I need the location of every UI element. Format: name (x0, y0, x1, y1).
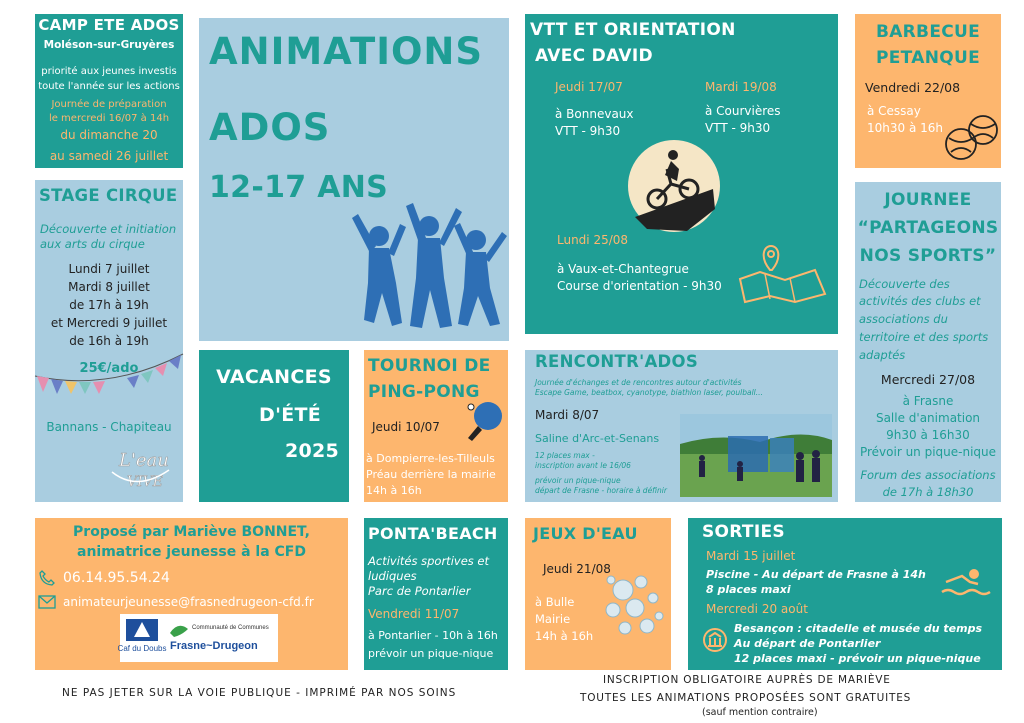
cirque-intro1: Découverte et initiation (40, 222, 177, 236)
ping-pong-paddle-icon (464, 398, 508, 442)
svg-text:Communauté de Communes: Communauté de Communes (192, 625, 269, 631)
rencontr-title: RENCONTR'ADOS (535, 352, 699, 371)
camp-line5: du dimanche 20 (60, 128, 158, 142)
cirque-l4: et Mercredi 9 juillet (50, 316, 168, 330)
vacances-l3: 2025 (285, 440, 340, 462)
sorties-d2b: Au départ de Pontarlier (734, 637, 881, 650)
sports-date: Mercredi 27/08 (880, 372, 976, 387)
rencontr-intro1: Journée d'échanges et de rencontres autour d'activités (535, 378, 742, 387)
sports-time: 9h30 à 16h30 (886, 428, 970, 442)
vtt-d3-date: Lundi 25/08 (557, 233, 629, 247)
sports-desc5: adaptés (859, 348, 906, 362)
ping-place2: Préau derrière la mairie (366, 468, 496, 481)
camp-place: Moléson-sur-Gruyères (43, 39, 175, 51)
sports-note: Prévoir un pique-nique (859, 445, 997, 459)
svg-text:Frasne~Drugeon: Frasne~Drugeon (170, 640, 258, 652)
camp-line2: toute l'année sur les actions (38, 81, 180, 92)
email-icon (38, 595, 56, 609)
beach-d2: ludiques (368, 569, 417, 583)
sports-title3: NOS SPORTS” (859, 246, 997, 266)
bbq-place: à Cessay (867, 104, 921, 118)
beach-title: PONTA'BEACH (368, 524, 498, 543)
vtt-d1-place: à Bonnevaux (555, 107, 634, 121)
rencontr-n4: départ de Frasne - horaire à définir (535, 486, 667, 495)
camp-line4: le mercredi 16/07 à 14h (48, 113, 170, 124)
frasne-drugeon-logo (166, 617, 276, 659)
rencontr-card (525, 350, 838, 502)
sports-desc1: Découverte des (859, 277, 950, 291)
svg-text:L'eau: L'eau (119, 450, 169, 471)
phone-icon (39, 570, 55, 586)
vtt-d3-place: à Vaux-et-Chantegrue (557, 262, 689, 276)
footer-r2: TOUTES LES ANIMATIONS PROPOSÉES SONT GRATUITES (580, 692, 912, 704)
eau-date: Jeudi 21/08 (543, 562, 611, 576)
sports-desc3: associations du (859, 312, 948, 326)
sports-place2: Salle d'animation (875, 411, 981, 425)
vtt-d2-date: Mardi 19/08 (705, 80, 777, 94)
cirque-intro2: aux arts du cirque (40, 237, 145, 251)
rencontr-n1: 12 places max - (535, 451, 595, 460)
cirque-place: Bannans - Chapiteau (46, 420, 172, 434)
hero-line1: ANIMATIONS (209, 30, 484, 73)
beach-card (364, 518, 508, 670)
eau-time: 14h à 16h (535, 629, 594, 643)
vacances-card (199, 350, 349, 502)
sports-card (855, 182, 1001, 502)
camp-line1: priorité aux jeunes investis (41, 66, 177, 77)
beach-place: à Pontarlier - 10h à 16h (368, 629, 498, 642)
ping-card (364, 350, 508, 502)
rencontr-place: Saline d'Arc-et-Senans (535, 432, 660, 445)
partner-logos (117, 614, 278, 662)
ping-time: 14h à 16h (366, 484, 422, 497)
mountain-bike-icon (627, 139, 721, 233)
cirque-price: 25€/ado (79, 361, 139, 376)
bbq-card (855, 14, 1001, 168)
contact-email[interactable]: animateurjeunesse@frasnedrugeon-cfd.fr (63, 595, 314, 609)
petanque-balls-icon (941, 112, 1001, 162)
sports-title2: “PARTAGEONS (857, 218, 999, 238)
sorties-d1b: 8 places maxi (706, 583, 791, 596)
ping-title1: TOURNOI DE (368, 356, 491, 376)
sorties-d2a: Besançon : citadelle et musée du temps (734, 622, 983, 635)
cirque-l2: Mardi 8 juillet (68, 280, 150, 294)
sports-forum2: de 17h à 18h30 (882, 485, 974, 499)
vtt-title1: VTT ET ORIENTATION (530, 20, 736, 40)
eau-place2: Mairie (535, 612, 571, 626)
camp-line3: Journée de préparation (51, 99, 167, 110)
map-pin-icon (730, 244, 830, 304)
vacances-l1: VACANCES (216, 366, 332, 388)
sorties-d2c: 12 places maxi - prévoir un pique-nique (734, 652, 981, 665)
sorties-d1: Mardi 15 juillet (706, 549, 796, 563)
bunting-icon (35, 354, 183, 394)
camp-line6: au samedi 26 juillet (49, 149, 169, 163)
hero-line2: ADOS (209, 106, 331, 149)
bbq-date: Vendredi 22/08 (865, 80, 961, 95)
sports-title1: JOURNEE (884, 190, 972, 210)
rencontr-n2: inscription avant le 16/06 (535, 461, 631, 470)
beach-d3: Parc de Pontarlier (368, 584, 471, 598)
eau-place1: à Bulle (535, 595, 575, 609)
contact-card (35, 518, 348, 670)
rencontr-intro2: Escape Game, beatbox, cyanotype, biathlon laser, poulball... (535, 388, 763, 397)
museum-icon (702, 628, 728, 652)
cirque-l3: de 17h à 19h (69, 298, 149, 312)
vtt-title2: AVEC DAVID (535, 46, 653, 66)
rencontr-date: Mardi 8/07 (535, 408, 600, 422)
beach-note: prévoir un pique-nique (368, 647, 494, 660)
footer-r1: INSCRIPTION OBLIGATOIRE AUPRÈS DE MARIÈVE (603, 674, 891, 686)
caf-logo (117, 617, 167, 659)
vacances-l2: D'ÉTÉ (259, 404, 322, 426)
rencontr-n3: prévoir un pique-nique (535, 476, 621, 485)
sorties-d2: Mercredi 20 août (706, 602, 808, 616)
footer-left: NE PAS JETER SUR LA VOIE PUBLIQUE - IMPRIMÉ PAR NOS SOINS (62, 687, 457, 699)
contact-title2: animatrice jeunesse à la CFD (77, 544, 306, 560)
bbq-title1: BARBECUE (875, 22, 981, 42)
bbq-title2: PETANQUE (875, 48, 980, 68)
eau-title: JEUX D'EAU (533, 524, 638, 543)
cirque-title: STAGE CIRQUE (39, 186, 178, 205)
sorties-card (688, 518, 1002, 670)
vtt-d1-date: Jeudi 17/07 (555, 80, 623, 94)
sports-place1: à Frasne (902, 394, 954, 408)
cirque-card (35, 180, 183, 502)
swimmer-icon (940, 566, 990, 600)
bubbles-icon (601, 568, 671, 648)
outdoor-activity-photo (680, 414, 832, 497)
vtt-d2-time: VTT - 9h30 (705, 121, 771, 135)
contact-phone[interactable]: 06.14.95.54.24 (63, 570, 170, 586)
beach-date: Vendredi 11/07 (368, 607, 460, 621)
camp-card (35, 14, 183, 168)
ping-title2: PING-PONG (368, 382, 480, 402)
sports-desc4: territoire et des sports (859, 330, 989, 344)
bbq-time: 10h30 à 16h (867, 121, 944, 135)
camp-title: CAMP ETE ADOS (38, 16, 180, 34)
svg-text:VIVE: VIVE (127, 474, 163, 490)
vtt-d1-time: VTT - 9h30 (555, 124, 621, 138)
jumping-teens-icon (344, 198, 514, 338)
ping-place: à Dompierre-les-Tilleuls (366, 452, 495, 465)
hero-card (199, 18, 509, 341)
cirque-l5: de 16h à 19h (69, 334, 149, 348)
sports-desc2: activités des clubs et (859, 294, 981, 308)
sorties-title: SORTIES (702, 522, 785, 542)
eau-card (525, 518, 671, 670)
ping-date: Jeudi 10/07 (372, 420, 440, 434)
hero-line3: 12-17 ANS (209, 170, 389, 205)
footer-r3: (sauf mention contraire) (702, 707, 818, 718)
svg-text:Caf du Doubs: Caf du Doubs (117, 644, 167, 653)
cirque-l1: Lundi 7 juillet (68, 262, 150, 276)
beach-d1: Activités sportives et (368, 554, 489, 568)
contact-title1: Proposé par Mariève BONNET, (73, 524, 310, 540)
sports-forum1: Forum des associations (860, 468, 996, 482)
sorties-d1a: Piscine - Au départ de Frasne à 14h (706, 568, 926, 581)
vtt-card (525, 14, 838, 334)
eau-vive-logo (107, 442, 177, 497)
vtt-d2-place: à Courvières (705, 104, 781, 118)
vtt-d3-time: Course d'orientation - 9h30 (557, 279, 722, 293)
